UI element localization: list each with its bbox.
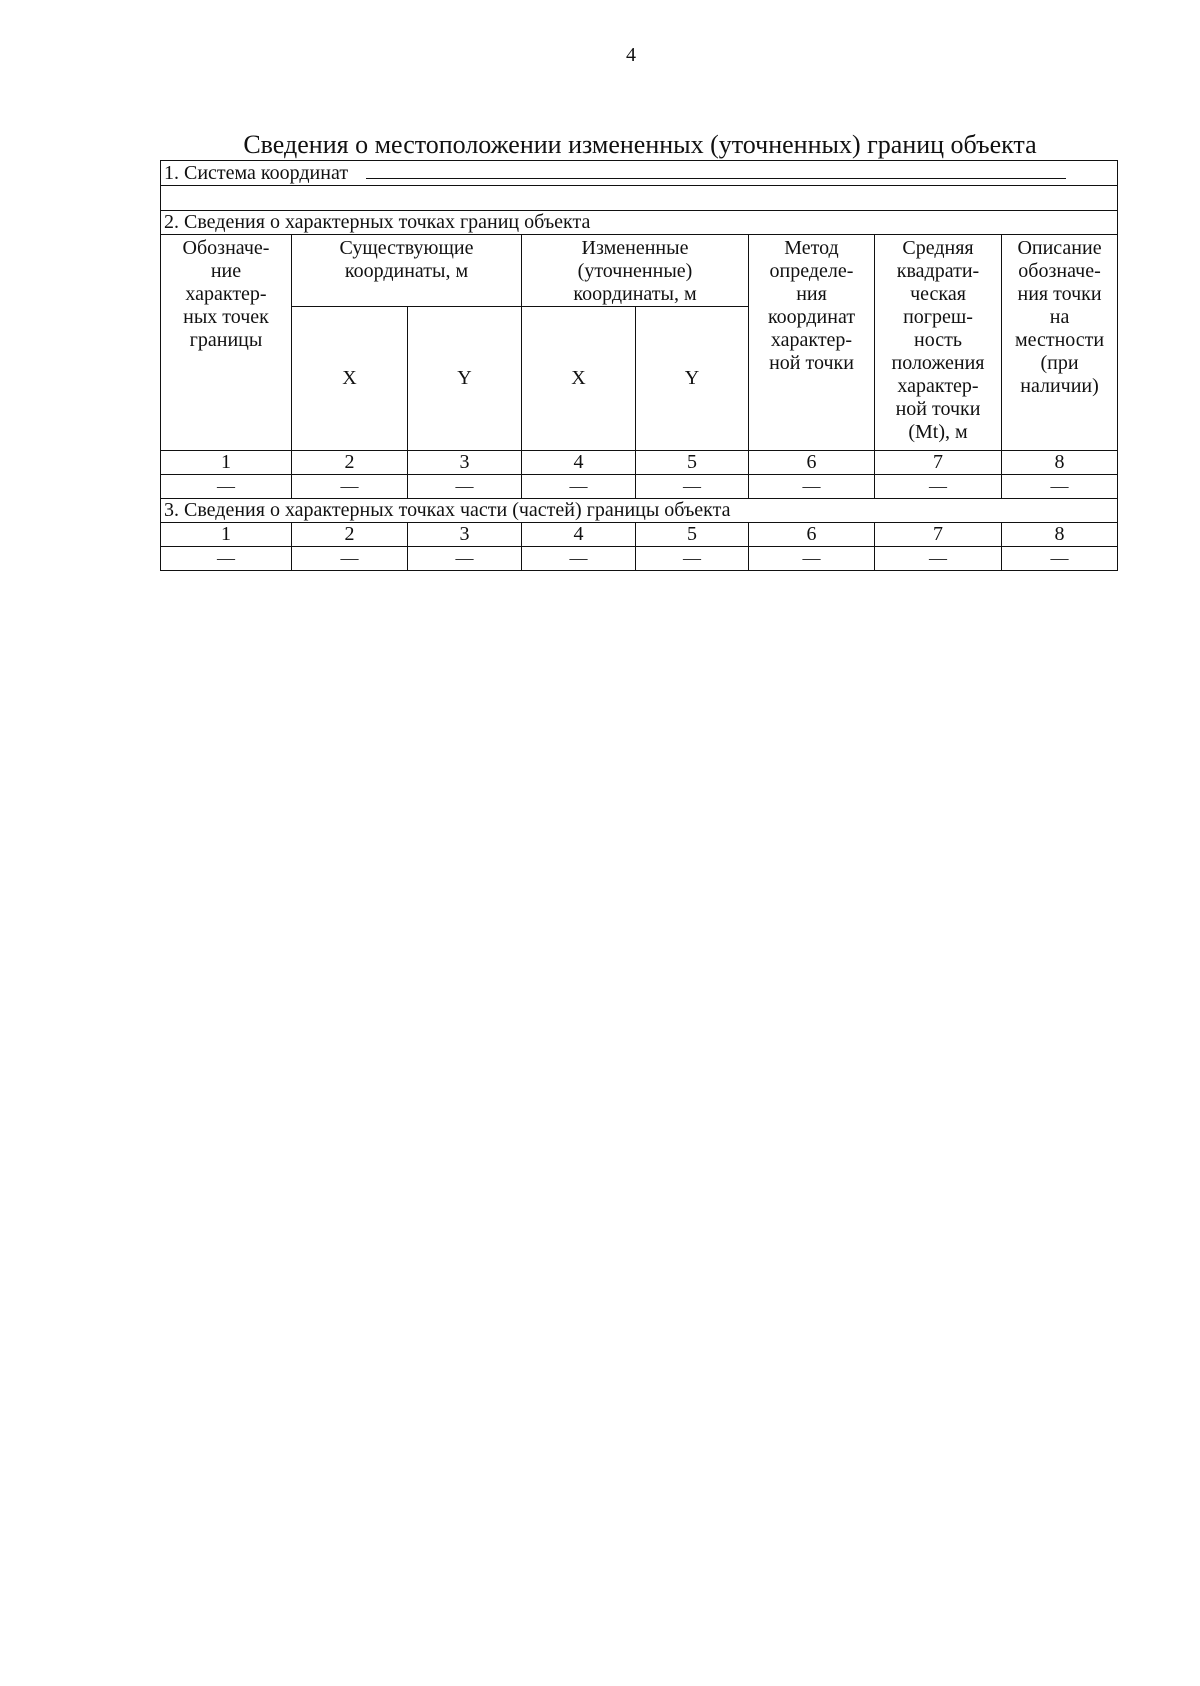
column-number: 2 <box>292 451 408 475</box>
section-2-column-numbers <box>161 451 1118 475</box>
column-number: 1 <box>161 523 292 547</box>
column-number: 7 <box>875 523 1002 547</box>
column-number: 3 <box>408 451 522 475</box>
column-number: 8 <box>1002 523 1118 547</box>
header-designation: Обозначе- ние характер- ных точек границы <box>161 235 292 451</box>
dash-cell: — <box>292 547 408 571</box>
dash-cell: — <box>161 547 292 571</box>
column-number: 1 <box>161 451 292 475</box>
header-existing-x: X <box>292 307 408 451</box>
coordinate-system-row <box>161 161 1118 186</box>
section-3-column-numbers <box>161 523 1118 547</box>
dash-cell: — <box>749 547 875 571</box>
dash-cell: — <box>161 475 292 499</box>
column-number: 5 <box>636 451 749 475</box>
header-method: Метод определе- ния координат характер- ной точки <box>749 235 875 451</box>
dash-cell: — <box>875 475 1002 499</box>
section-3-heading-row <box>161 499 1118 523</box>
header-row-1 <box>161 235 1118 307</box>
column-number: 6 <box>749 451 875 475</box>
header-mean-square-error: Средняя квадрати- ческая погреш- ность положения характер- ной точки (Mt), м <box>875 235 1002 451</box>
header-changed-x: X <box>522 307 636 451</box>
section-2-heading-row <box>161 211 1118 235</box>
document-title: Сведения о местоположении измененных (уточненных) границ объекта <box>243 130 1037 159</box>
dash-cell: — <box>749 475 875 499</box>
section-3-data-row <box>161 547 1118 571</box>
column-number: 6 <box>749 523 875 547</box>
empty-row <box>161 186 1118 211</box>
column-number: 4 <box>522 523 636 547</box>
section-2-data-row <box>161 475 1118 499</box>
column-number: 5 <box>636 523 749 547</box>
coordinate-system-blank-line <box>366 161 1066 179</box>
coordinate-system-label: 1. Система координат <box>164 162 349 184</box>
dash-cell: — <box>636 475 749 499</box>
header-changed-coordinates: Измененные (уточненные) координаты, м <box>522 235 749 307</box>
header-changed-y: Y <box>636 307 749 451</box>
empty-cell <box>161 186 1118 211</box>
header-description: Описание обозначе- ния точки на местности (при наличии) <box>1002 235 1118 451</box>
column-number: 4 <box>522 451 636 475</box>
column-number: 3 <box>408 523 522 547</box>
dash-cell: — <box>408 475 522 499</box>
section-2-heading: 2. Сведения о характерных точках границ объекта <box>161 211 1118 235</box>
dash-cell: — <box>1002 475 1118 499</box>
header-existing-y: Y <box>408 307 522 451</box>
column-number: 2 <box>292 523 408 547</box>
page-number: 4 <box>626 44 636 66</box>
dash-cell: — <box>522 475 636 499</box>
dash-cell: — <box>408 547 522 571</box>
column-number: 8 <box>1002 451 1118 475</box>
boundary-points-table <box>160 160 1118 571</box>
dash-cell: — <box>636 547 749 571</box>
section-3-heading: 3. Сведения о характерных точках части (частей) границы объекта <box>161 499 1118 523</box>
dash-cell: — <box>1002 547 1118 571</box>
coordinate-system-cell <box>161 161 1118 186</box>
column-number: 7 <box>875 451 1002 475</box>
dash-cell: — <box>875 547 1002 571</box>
dash-cell: — <box>292 475 408 499</box>
header-existing-coordinates: Существующие координаты, м <box>292 235 522 307</box>
dash-cell: — <box>522 547 636 571</box>
